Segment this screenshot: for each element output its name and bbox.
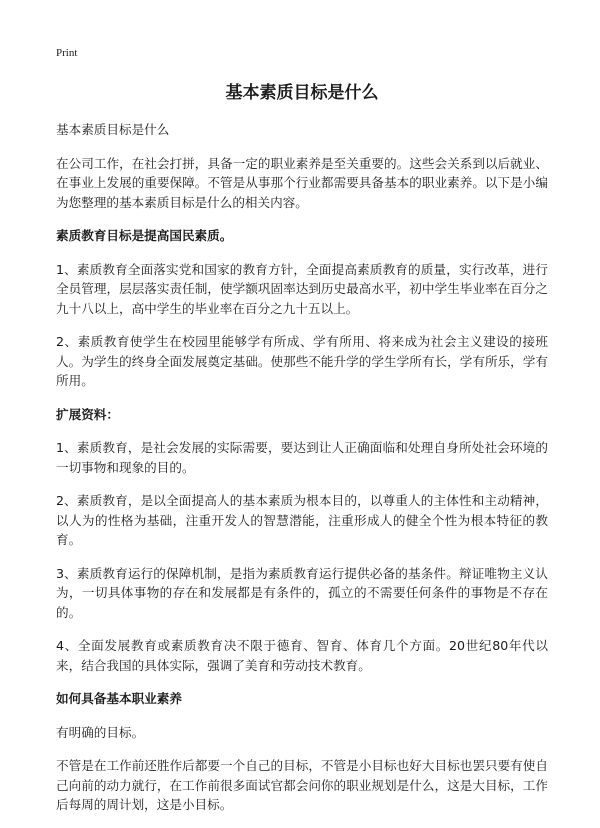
intro-line: 基本素质目标是什么 [56,122,170,137]
extended-paragraph-1: 1、素质教育，是社会发展的实际需要，要达到让人正确面临和处理自身所处社会环境的一切事物和现象的目的。 [56,440,548,475]
extended-paragraph-2: 2、素质教育，是以全面提高人的基本素质为根本目的，以尊重人的主体性和主动精神，以人为的性格为基础，注重开发人的智慧潜能，注重形成人的健全个性为根本特征的教育。 [56,493,548,547]
goal-paragraph-1: 1、素质教育全面落实党和国家的教育方针，全面提高素质教育的质量，实行改革，进行全员管理，层层落实责任制，使学额巩固率达到历史最高水平，初中学生毕业率在百分之九十八以上，高中学生的毕业率在百分之九十五以上。 [56,261,548,316]
intro-paragraph: 在公司工作，在社会打拼，具备一定的职业素养是至关重要的。这些会关系到以后就业、在事业上发展的重要保障。不管是从事那个行业都需要具备基本的职业素养。以下是小编为您整理的基本素质目标是什么的相关内容。 [56,155,548,210]
goal-paragraph-2: 2、素质教育使学生在校园里能够学有所成、学有所用、将来成为社会主义建设的接班人。为学生的终身全面发展奠定基础。使那些不能升学的学生学所有长，学有所乐，学有所用。 [56,334,548,388]
section-heading-goal: 素质教育目标是提高国民素质。 [56,228,233,243]
professional-point: 有明确的目标。 [56,724,145,740]
section-heading-professional: 如何具备基本职业素养 [56,691,182,706]
extended-paragraph-3: 3、素质教育运行的保障机制，是指为素质教育运行提供必备的基条件。辩证唯物主义认为，一切具体事物的存在和发展都是有条件的，孤立的不需要任何条件的事物是不存在的。 [56,565,548,620]
extended-paragraph-4: 4、全面发展教育或素质教育决不限于德育、智育、体育几个方面。20世纪80年代以来，结合我国的具体实际，强调了美育和劳动技术教育。 [56,638,548,673]
document-title: 基本素质目标是什么 [225,83,379,103]
professional-paragraph: 不管是在工作前还胜作后都要一个自己的目标，不管是小目标也好大目标也罢只要有使自己向前的动力就行，在工作前很多面试官都会问你的职业规划是什么，这是大目标，工作后每周的周计划，这是小目标。 [56,758,548,812]
print-link[interactable]: Print [56,47,78,59]
section-heading-extended: 扩展资料： [56,406,119,422]
